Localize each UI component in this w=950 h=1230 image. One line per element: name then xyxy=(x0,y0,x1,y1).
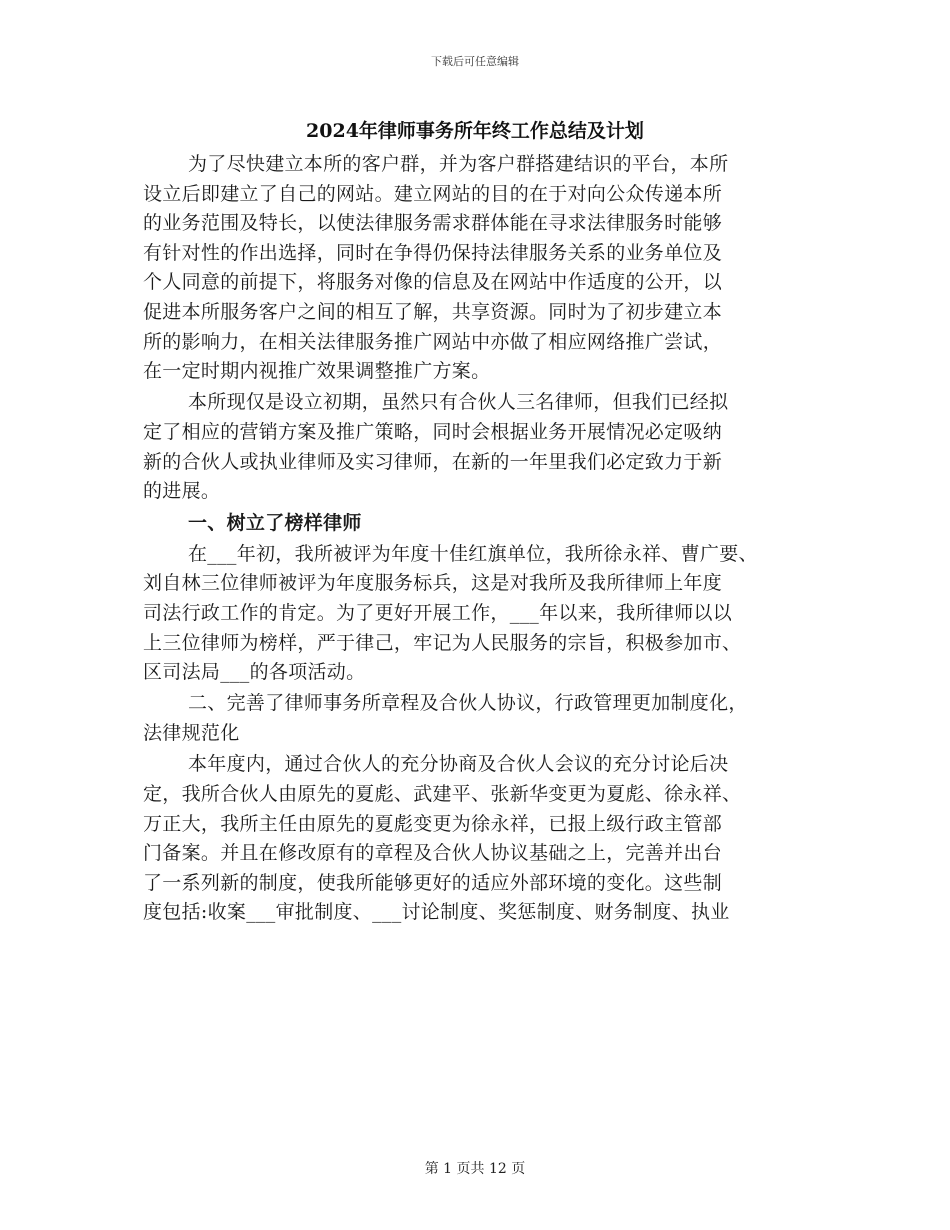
text-line: 的业务范围及特长，以使法律服务需求群体能在寻求法律服务时能够 xyxy=(143,212,723,235)
text-line: 司法行政工作的肯定。为了更好开展工作，___年以来，我所律师以以 xyxy=(143,601,733,624)
section-heading-2 xyxy=(143,689,843,748)
section-heading-1 xyxy=(143,509,843,539)
heading-text: 一、树立了榜样律师 xyxy=(188,511,362,534)
text-line: 刘自林三位律师被评为年度服务标兵，这是对我所及我所律师上年度 xyxy=(143,572,723,595)
text-line: 了一系列新的制度，使我所能够更好的适应外部环境的变化。这些制 xyxy=(143,871,723,894)
text-line: 万正大，我所主任由原先的夏彪变更为徐永祥，已报上级行政主管部 xyxy=(143,812,723,835)
text-line: 门备案。并且在修改原有的章程及合伙人协议基础之上，完善并出台 xyxy=(143,842,723,865)
heading-text: 二、完善了律师事务所章程及合伙人协议，行政管理更加制度化， xyxy=(188,692,748,715)
document-title: 2024年律师事务所年终工作总结及计划 xyxy=(306,120,644,142)
text-line: 新的合伙人或执业律师及实习律师，在新的一年里我们必定致力于新 xyxy=(143,450,723,473)
text-line: 有针对性的作出选择，同时在争得仍保持法律服务关系的业务单位及 xyxy=(143,241,723,264)
header-note: 下载后可任意编辑 xyxy=(431,55,519,68)
text-line: 定，我所合伙人由原先的夏彪、武建平、张新华变更为夏彪、徐永祥、 xyxy=(143,782,742,805)
text-line: 为了尽快建立本所的客户群，并为客户群搭建结识的平台，本所 xyxy=(188,153,729,175)
text-line: 区司法局___的各项活动。 xyxy=(143,661,366,684)
text-line: 设立后即建立了自己的网站。建立网站的目的在于对向公众传递本所 xyxy=(143,182,723,205)
paragraph-partners xyxy=(143,750,843,928)
text-line: 定了相应的营销方案及推广策略，同时会根据业务开展情况必定吸纳 xyxy=(143,421,723,444)
text-line: 所的影响力，在相关法律服务推广网站中亦做了相应网络推广尝试， xyxy=(143,330,723,353)
text-line: 度包括:收案___审批制度、___讨论制度、奖惩制度、财务制度、执业 xyxy=(143,901,730,924)
text-line: 在___年初，我所被评为年度十佳红旗单位，我所徐永祥、曹广要、 xyxy=(188,542,758,565)
paragraph-role-models xyxy=(143,540,843,688)
paragraph-website xyxy=(143,150,843,387)
document-body xyxy=(143,150,843,930)
page-footer: 第 1 页共 12 页 xyxy=(424,1161,526,1177)
text-line: 个人同意的前提下，将服务对像的信息及在网站中作适度的公开，以 xyxy=(143,271,723,294)
paragraph-initial-stage xyxy=(143,388,843,506)
text-line: 本所现仅是设立初期，虽然只有合伙人三名律师，但我们已经拟 xyxy=(188,391,729,414)
text-line: 在一定时期内视推广效果调整推广方案。 xyxy=(143,360,491,383)
text-line: 促进本所服务客户之间的相互了解，共享资源。同时为了初步建立本 xyxy=(143,300,723,323)
heading-text: 法律规范化 xyxy=(143,722,240,745)
text-line: 的进展。 xyxy=(143,480,221,503)
text-line: 本年度内，通过合伙人的充分协商及合伙人会议的充分讨论后决 xyxy=(188,753,729,776)
text-line: 上三位律师为榜样，严于律己，牢记为人民服务的宗旨，积极参加市、 xyxy=(143,631,742,654)
